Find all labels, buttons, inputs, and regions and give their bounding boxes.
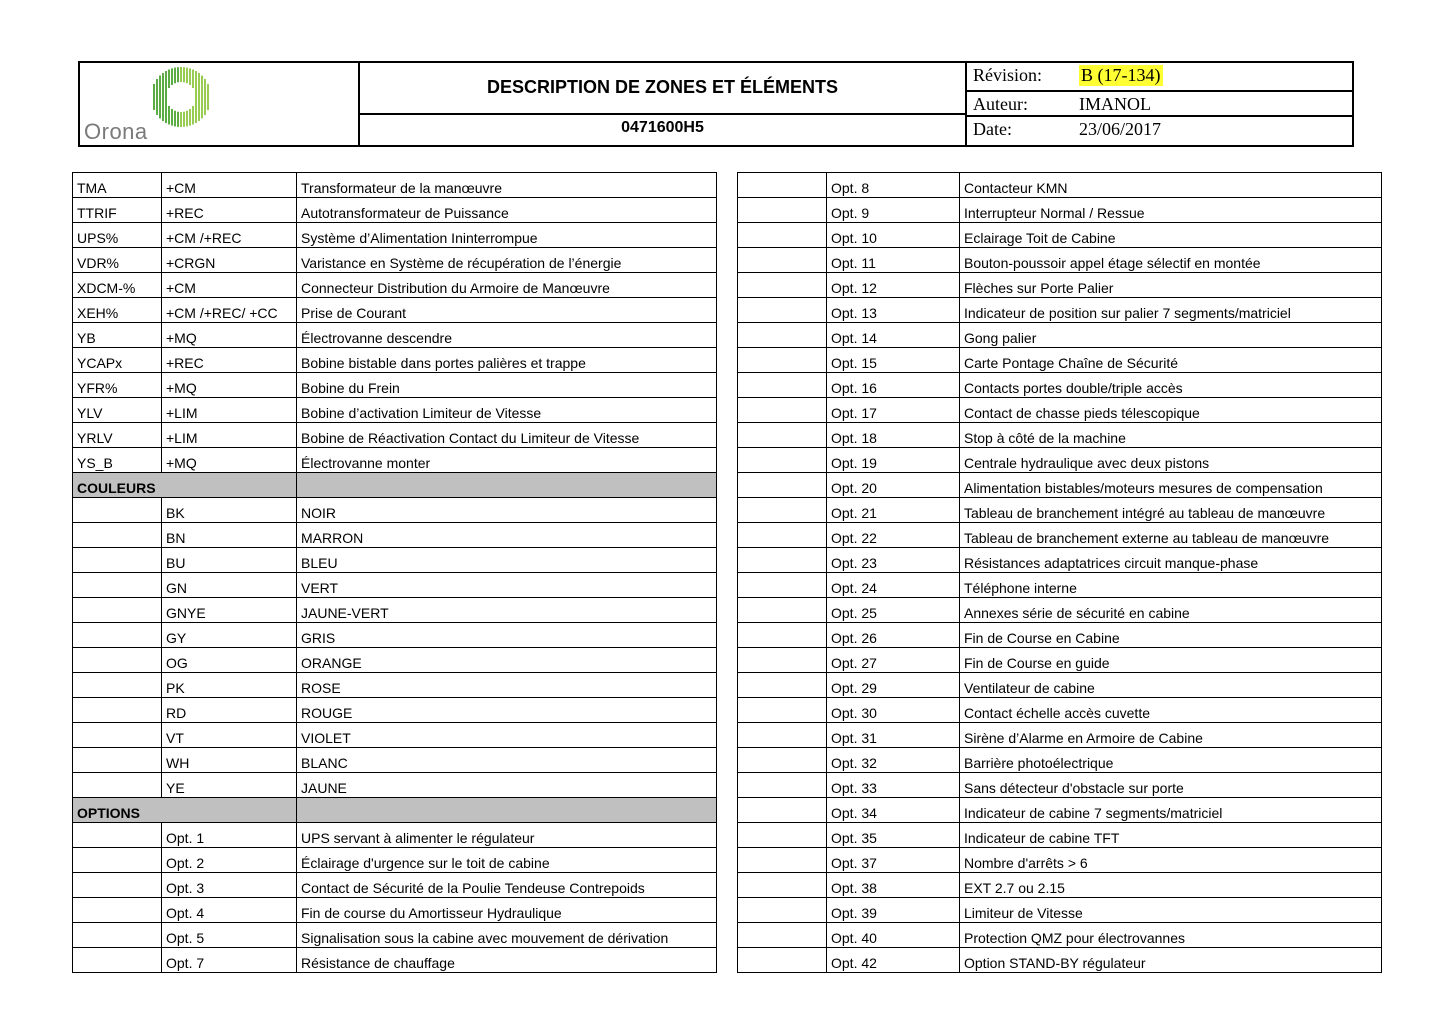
option-row xyxy=(738,723,1382,748)
option-description-cell: Barrière photoélectrique xyxy=(960,748,1382,773)
element-description-cell: Bobine d’activation Limiteur de Vitesse xyxy=(297,398,717,423)
option-empty-cell xyxy=(738,348,827,373)
element-zone-cell: +LIM xyxy=(162,423,297,448)
element-description-cell: Électrovanne descendre xyxy=(297,323,717,348)
option-empty-cell xyxy=(73,873,162,898)
option-description-cell: Bouton-poussoir appel étage sélectif en montée xyxy=(960,248,1382,273)
element-code-cell: VDR% xyxy=(73,248,162,273)
option-description-cell: Gong palier xyxy=(960,323,1382,348)
option-description-cell: Ventilateur de cabine xyxy=(960,673,1382,698)
option-row xyxy=(738,448,1382,473)
element-zone-cell: +REC xyxy=(162,198,297,223)
option-description-cell: Fin de Course en guide xyxy=(960,648,1382,673)
date-row xyxy=(967,115,1352,142)
option-row xyxy=(738,498,1382,523)
color-code-cell: OG xyxy=(162,648,297,673)
option-description-cell: Contact échelle accès cuvette xyxy=(960,698,1382,723)
option-row xyxy=(738,673,1382,698)
option-empty-cell xyxy=(73,898,162,923)
revision-row xyxy=(967,63,1352,88)
option-row xyxy=(73,823,717,848)
option-description-cell: Sirène d’Alarme en Armoire de Cabine xyxy=(960,723,1382,748)
option-row xyxy=(738,698,1382,723)
option-number-cell: Opt. 31 xyxy=(827,723,960,748)
option-row xyxy=(738,798,1382,823)
left-table xyxy=(72,172,717,973)
color-empty-cell xyxy=(73,573,162,598)
option-empty-cell xyxy=(738,323,827,348)
color-code-cell: BU xyxy=(162,548,297,573)
color-name-cell: JAUNE-VERT xyxy=(297,598,717,623)
color-code-cell: WH xyxy=(162,748,297,773)
element-zone-cell: +MQ xyxy=(162,448,297,473)
options-right-table xyxy=(737,172,1382,973)
option-description-cell: UPS servant à alimenter le régulateur xyxy=(297,823,717,848)
option-description-cell: Interrupteur Normal / Ressue xyxy=(960,198,1382,223)
option-row xyxy=(738,348,1382,373)
option-number-cell: Opt. 37 xyxy=(827,848,960,873)
option-number-cell: Opt. 10 xyxy=(827,223,960,248)
color-name-cell: VIOLET xyxy=(297,723,717,748)
option-description-cell: Alimentation bistables/moteurs mesures de compensation xyxy=(960,473,1382,498)
revision-label: Révision: xyxy=(973,65,1043,85)
element-description-cell: Autotransformateur de Puissance xyxy=(297,198,717,223)
option-number-cell: Opt. 32 xyxy=(827,748,960,773)
element-code-cell: YRLV xyxy=(73,423,162,448)
color-empty-cell xyxy=(73,723,162,748)
color-name-cell: ROSE xyxy=(297,673,717,698)
option-row xyxy=(738,373,1382,398)
element-row xyxy=(73,273,717,298)
option-number-cell: Opt. 19 xyxy=(827,448,960,473)
element-zone-cell: +CM xyxy=(162,273,297,298)
option-row xyxy=(738,198,1382,223)
element-description-cell: Bobine bistable dans portes palières et trappe xyxy=(297,348,717,373)
author-row xyxy=(967,90,1352,117)
element-code-cell: YS_B xyxy=(73,448,162,473)
option-empty-cell xyxy=(738,498,827,523)
option-row xyxy=(73,923,717,948)
color-empty-cell xyxy=(73,673,162,698)
option-row xyxy=(738,598,1382,623)
color-empty-cell xyxy=(73,698,162,723)
option-row xyxy=(738,823,1382,848)
color-name-cell: JAUNE xyxy=(297,773,717,798)
option-row xyxy=(738,873,1382,898)
option-empty-cell xyxy=(738,373,827,398)
document-header xyxy=(78,61,1354,147)
option-empty-cell xyxy=(738,398,827,423)
color-empty-cell xyxy=(73,748,162,773)
option-empty-cell xyxy=(738,248,827,273)
element-row xyxy=(73,298,717,323)
element-description-cell: Connecteur Distribution du Armoire de Manœuvre xyxy=(297,273,717,298)
option-number-cell: Opt. 29 xyxy=(827,673,960,698)
option-number-cell: Opt. 18 xyxy=(827,423,960,448)
option-row xyxy=(738,648,1382,673)
option-row xyxy=(73,873,717,898)
option-description-cell: Indicateur de cabine TFT xyxy=(960,823,1382,848)
element-code-cell: YB xyxy=(73,323,162,348)
option-row xyxy=(738,898,1382,923)
color-row xyxy=(73,523,717,548)
option-row xyxy=(738,923,1382,948)
option-row xyxy=(738,523,1382,548)
document-code: 0471600H5 xyxy=(621,119,704,136)
option-number-cell: Opt. 38 xyxy=(827,873,960,898)
color-row xyxy=(73,698,717,723)
element-code-cell: YFR% xyxy=(73,373,162,398)
element-zone-cell: +MQ xyxy=(162,323,297,348)
option-number-cell: Opt. 8 xyxy=(827,173,960,198)
option-description-cell: Contact de chasse pieds télescopique xyxy=(960,398,1382,423)
option-description-cell: Centrale hydraulique avec deux pistons xyxy=(960,448,1382,473)
color-empty-cell xyxy=(73,648,162,673)
option-row xyxy=(738,273,1382,298)
option-description-cell: Sans détecteur d'obstacle sur porte xyxy=(960,773,1382,798)
option-description-cell: Signalisation sous la cabine avec mouvement de dérivation xyxy=(297,923,717,948)
option-empty-cell xyxy=(738,198,827,223)
option-number-cell: Opt. 12 xyxy=(827,273,960,298)
option-number-cell: Opt. 39 xyxy=(827,898,960,923)
color-row xyxy=(73,548,717,573)
color-code-cell: PK xyxy=(162,673,297,698)
option-empty-cell xyxy=(738,748,827,773)
option-empty-cell xyxy=(73,923,162,948)
option-number-cell: Opt. 14 xyxy=(827,323,960,348)
option-empty-cell xyxy=(738,423,827,448)
color-empty-cell xyxy=(73,498,162,523)
option-empty-cell xyxy=(738,548,827,573)
option-number-cell: Opt. 4 xyxy=(162,898,297,923)
section-empty-cell xyxy=(297,798,717,823)
logo-cell xyxy=(80,63,360,145)
couleurs-section-title: COULEURS xyxy=(73,473,297,498)
element-description-cell: Transformateur de la manœuvre xyxy=(297,173,717,198)
title-cell xyxy=(360,63,967,145)
logo-text: Orona xyxy=(84,119,148,144)
option-number-cell: Opt. 22 xyxy=(827,523,960,548)
title-divider xyxy=(360,113,965,115)
option-empty-cell xyxy=(73,948,162,973)
option-empty-cell xyxy=(738,648,827,673)
option-description-cell: Résistances adaptatrices circuit manque-phase xyxy=(960,548,1382,573)
option-empty-cell xyxy=(738,848,827,873)
option-description-cell: Annexes série de sécurité en cabine xyxy=(960,598,1382,623)
options-section-header xyxy=(73,798,717,823)
option-description-cell: Tableau de branchement externe au tableau de manœuvre xyxy=(960,523,1382,548)
date-value: 23/06/2017 xyxy=(1079,119,1162,139)
option-row xyxy=(738,398,1382,423)
option-number-cell: Opt. 20 xyxy=(827,473,960,498)
option-number-cell: Opt. 33 xyxy=(827,773,960,798)
element-code-cell: YLV xyxy=(73,398,162,423)
element-description-cell: Électrovanne monter xyxy=(297,448,717,473)
option-description-cell: Indicateur de position sur palier 7 segments/matriciel xyxy=(960,298,1382,323)
option-empty-cell xyxy=(738,223,827,248)
option-number-cell: Opt. 42 xyxy=(827,948,960,973)
element-description-cell: Bobine du Frein xyxy=(297,373,717,398)
element-row xyxy=(73,373,717,398)
color-empty-cell xyxy=(73,773,162,798)
option-number-cell: Opt. 3 xyxy=(162,873,297,898)
option-row xyxy=(738,223,1382,248)
option-description-cell: Option STAND-BY régulateur xyxy=(960,948,1382,973)
option-number-cell: Opt. 26 xyxy=(827,623,960,648)
element-description-cell: Prise de Courant xyxy=(297,298,717,323)
section-empty-cell xyxy=(297,473,717,498)
color-name-cell: NOIR xyxy=(297,498,717,523)
couleurs-section-header xyxy=(73,473,717,498)
option-row xyxy=(738,323,1382,348)
option-description-cell: Indicateur de cabine 7 segments/matriciel xyxy=(960,798,1382,823)
element-row xyxy=(73,423,717,448)
color-name-cell: ROUGE xyxy=(297,698,717,723)
color-code-cell: BK xyxy=(162,498,297,523)
option-row xyxy=(738,773,1382,798)
option-empty-cell xyxy=(738,173,827,198)
option-empty-cell xyxy=(738,898,827,923)
option-number-cell: Opt. 30 xyxy=(827,698,960,723)
option-number-cell: Opt. 16 xyxy=(827,373,960,398)
option-number-cell: Opt. 40 xyxy=(827,923,960,948)
option-empty-cell xyxy=(738,798,827,823)
element-code-cell: UPS% xyxy=(73,223,162,248)
element-zone-cell: +LIM xyxy=(162,398,297,423)
element-code-cell: TTRIF xyxy=(73,198,162,223)
color-empty-cell xyxy=(73,623,162,648)
element-description-cell: Varistance en Système de récupération de l’énergie xyxy=(297,248,717,273)
color-row xyxy=(73,498,717,523)
color-code-cell: GNYE xyxy=(162,598,297,623)
option-number-cell: Opt. 13 xyxy=(827,298,960,323)
option-row xyxy=(738,748,1382,773)
element-description-cell: Bobine de Réactivation Contact du Limiteur de Vitesse xyxy=(297,423,717,448)
option-description-cell: Stop à côté de la machine xyxy=(960,423,1382,448)
color-empty-cell xyxy=(73,523,162,548)
option-description-cell: Fin de course du Amortisseur Hydraulique xyxy=(297,898,717,923)
color-row xyxy=(73,673,717,698)
meta-cell xyxy=(967,63,1352,145)
option-description-cell: Protection QMZ pour électrovannes xyxy=(960,923,1382,948)
option-number-cell: Opt. 23 xyxy=(827,548,960,573)
element-code-cell: XDCM-% xyxy=(73,273,162,298)
option-description-cell: Contacteur KMN xyxy=(960,173,1382,198)
option-empty-cell xyxy=(738,673,827,698)
option-empty-cell xyxy=(738,273,827,298)
option-number-cell: Opt. 15 xyxy=(827,348,960,373)
color-empty-cell xyxy=(73,548,162,573)
element-description-cell: Système d’Alimentation Ininterrompue xyxy=(297,223,717,248)
element-row xyxy=(73,323,717,348)
option-description-cell: Contacts portes double/triple accès xyxy=(960,373,1382,398)
option-description-cell: Résistance de chauffage xyxy=(297,948,717,973)
option-number-cell: Opt. 5 xyxy=(162,923,297,948)
color-name-cell: ORANGE xyxy=(297,648,717,673)
color-name-cell: MARRON xyxy=(297,523,717,548)
element-code-cell: XEH% xyxy=(73,298,162,323)
author-label: Auteur: xyxy=(973,94,1028,114)
option-number-cell: Opt. 1 xyxy=(162,823,297,848)
color-code-cell: GY xyxy=(162,623,297,648)
option-description-cell: Limiteur de Vitesse xyxy=(960,898,1382,923)
option-description-cell: Éclairage d'urgence sur le toit de cabine xyxy=(297,848,717,873)
color-row xyxy=(73,598,717,623)
element-row xyxy=(73,398,717,423)
option-number-cell: Opt. 27 xyxy=(827,648,960,673)
option-number-cell: Opt. 9 xyxy=(827,198,960,223)
element-code-cell: YCAPx xyxy=(73,348,162,373)
option-empty-cell xyxy=(738,573,827,598)
element-row xyxy=(73,173,717,198)
option-row xyxy=(738,173,1382,198)
option-empty-cell xyxy=(738,448,827,473)
option-description-cell: Tableau de branchement intégré au tableau de manœuvre xyxy=(960,498,1382,523)
option-empty-cell xyxy=(738,723,827,748)
option-row xyxy=(738,848,1382,873)
option-empty-cell xyxy=(738,873,827,898)
option-number-cell: Opt. 11 xyxy=(827,248,960,273)
option-row xyxy=(738,948,1382,973)
option-row xyxy=(73,948,717,973)
option-empty-cell xyxy=(738,623,827,648)
color-row xyxy=(73,723,717,748)
option-number-cell: Opt. 7 xyxy=(162,948,297,973)
color-name-cell: BLEU xyxy=(297,548,717,573)
option-description-cell: Contact de Sécurité de la Poulie Tendeuse Contrepoids xyxy=(297,873,717,898)
element-row xyxy=(73,448,717,473)
element-row xyxy=(73,198,717,223)
option-empty-cell xyxy=(738,598,827,623)
option-number-cell: Opt. 35 xyxy=(827,823,960,848)
color-code-cell: VT xyxy=(162,723,297,748)
color-empty-cell xyxy=(73,598,162,623)
option-empty-cell xyxy=(738,698,827,723)
option-empty-cell xyxy=(738,473,827,498)
option-row xyxy=(738,298,1382,323)
element-zone-cell: +CM xyxy=(162,173,297,198)
option-description-cell: EXT 2.7 ou 2.15 xyxy=(960,873,1382,898)
options-section-title: OPTIONS xyxy=(73,798,297,823)
option-empty-cell xyxy=(738,523,827,548)
option-row xyxy=(738,623,1382,648)
option-description-cell: Nombre d'arrêts > 6 xyxy=(960,848,1382,873)
option-empty-cell xyxy=(738,823,827,848)
element-zone-cell: +CM /+REC/ +CC xyxy=(162,298,297,323)
option-empty-cell xyxy=(738,298,827,323)
option-row xyxy=(738,473,1382,498)
option-empty-cell xyxy=(738,773,827,798)
element-row xyxy=(73,348,717,373)
author-value: IMANOL xyxy=(1079,94,1151,114)
option-row xyxy=(73,848,717,873)
option-number-cell: Opt. 25 xyxy=(827,598,960,623)
color-code-cell: BN xyxy=(162,523,297,548)
element-row xyxy=(73,223,717,248)
color-row xyxy=(73,773,717,798)
color-row xyxy=(73,648,717,673)
option-number-cell: Opt. 21 xyxy=(827,498,960,523)
option-description-cell: Fin de Course en Cabine xyxy=(960,623,1382,648)
option-description-cell: Flèches sur Porte Palier xyxy=(960,273,1382,298)
date-label: Date: xyxy=(973,119,1012,139)
revision-value: B (17-134) xyxy=(1081,65,1161,85)
color-row xyxy=(73,573,717,598)
option-row xyxy=(738,423,1382,448)
option-row xyxy=(738,548,1382,573)
option-number-cell: Opt. 17 xyxy=(827,398,960,423)
option-row xyxy=(738,248,1382,273)
option-description-cell: Téléphone interne xyxy=(960,573,1382,598)
option-description-cell: Carte Pontage Chaîne de Sécurité xyxy=(960,348,1382,373)
option-empty-cell xyxy=(73,823,162,848)
color-row xyxy=(73,623,717,648)
color-name-cell: GRIS xyxy=(297,623,717,648)
element-zone-cell: +CM /+REC xyxy=(162,223,297,248)
color-name-cell: VERT xyxy=(297,573,717,598)
element-zone-cell: +CRGN xyxy=(162,248,297,273)
color-code-cell: GN xyxy=(162,573,297,598)
color-code-cell: RD xyxy=(162,698,297,723)
element-zone-cell: +REC xyxy=(162,348,297,373)
element-row xyxy=(73,248,717,273)
option-empty-cell xyxy=(73,848,162,873)
element-code-cell: TMA xyxy=(73,173,162,198)
document-title: DESCRIPTION DE ZONES ET ÉLÉMENTS xyxy=(486,77,839,97)
color-name-cell: BLANC xyxy=(297,748,717,773)
option-empty-cell xyxy=(738,948,827,973)
option-number-cell: Opt. 24 xyxy=(827,573,960,598)
option-row xyxy=(738,573,1382,598)
element-zone-cell: +MQ xyxy=(162,373,297,398)
color-row xyxy=(73,748,717,773)
option-empty-cell xyxy=(738,923,827,948)
option-number-cell: Opt. 34 xyxy=(827,798,960,823)
color-code-cell: YE xyxy=(162,773,297,798)
option-number-cell: Opt. 2 xyxy=(162,848,297,873)
option-row xyxy=(73,898,717,923)
option-description-cell: Eclairage Toit de Cabine xyxy=(960,223,1382,248)
